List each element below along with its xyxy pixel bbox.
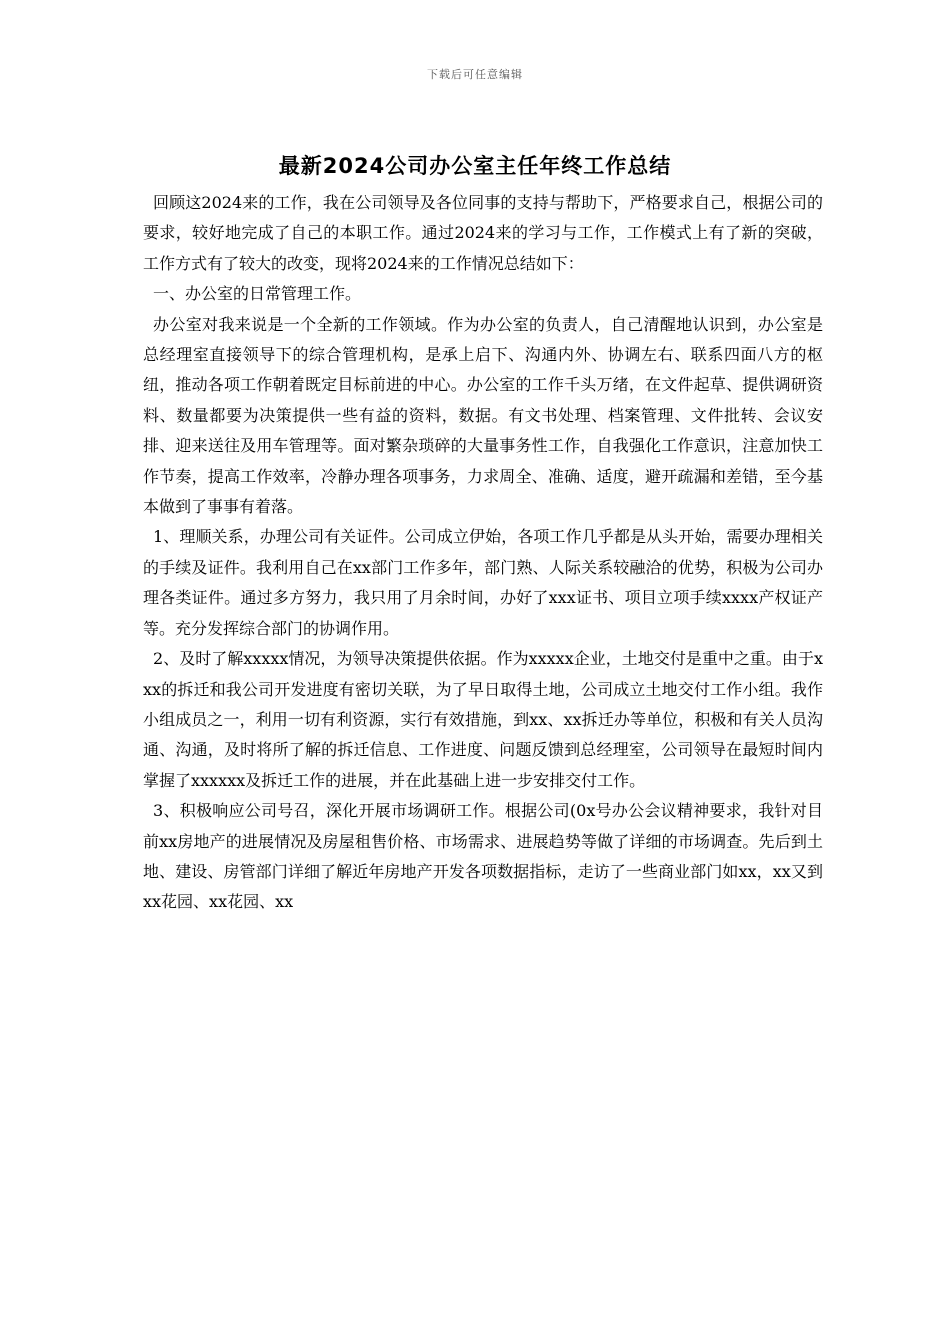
paragraph-item-1: 1、理顺关系，办理公司有关证件。公司成立伊始，各项工作几乎都是从头开始，需要办理相关的手续及证件。我利用自己在xx部门工作多年，部门熟、人际关系较融洽的优势，积极为公司办理各类证件。通过多方努力，我只用了月余时间，办好了xxx证书、项目立项手续xxxx产权证产等。充分发挥综合部门的协调作用。 <box>143 527 823 638</box>
paragraph-item-2: 2、及时了解xxxxx情况，为领导决策提供依据。作为xxxxx企业，土地交付是重中之重。由于xxx的拆迁和我公司开发进度有密切关联，为了早日取得土地，公司成立土地交付工作小组。我作小组成员之一，利用一切有利资源，实行有效措施，到xx、xx拆迁办等单位，积极和有关人员沟通、沟通，及时将所了解的拆迁信息、工作进度、问题反馈到总经理室，公司领导在最短时间内掌握了xxxxxx及拆迁工作的进展，并在此基础上进一步安排交付工作。 <box>143 649 823 790</box>
paragraph-item-3: 3、积极响应公司号召，深化开展市场调研工作。根据公司(0x号办公会议精神要求，我针对目前xx房地产的进展情况及房屋租售价格、市场需求、进展趋势等做了详细的市场调查。先后到土地、建设、房管部门详细了解近年房地产开发各项数据指标，走访了一些商业部门如xx，xx又到xx花园、xx花园、xx <box>143 801 823 912</box>
section-heading-1: 一、办公室的日常管理工作。 <box>153 284 362 304</box>
paragraph-office-overview: 办公室对我来说是一个全新的工作领域。作为办公室的负责人，自己清醒地认识到，办公室是总经理室直接领导下的综合管理机构，是承上启下、沟通内外、协调左右、联系四面八方的枢纽，推动各项工作朝着既定目标前进的中心。办公室的工作千头万绪，在文件起草、提供调研资料、数量都要为决策提供一些有益的资料，数据。有文书处理、档案管理、文件批转、会议安排、迎来送往及用车管理等。面对繁杂琐碎的大量事务性工作，自我强化工作意识，注意加快工作节奏，提高工作效率，冷静办理各项事务，力求周全、准确、适度，避开疏漏和差错，至今基本做到了事事有着落。 <box>143 314 823 517</box>
document-title: 最新2024公司办公室主任年终工作总结 <box>278 154 672 178</box>
paragraph-intro: 回顾这2024来的工作，我在公司领导及各位同事的支持与帮助下，严格要求自己，根据公司的要求，较好地完成了自己的本职工作。通过2024来的学习与工作，工作模式上有了新的突破，工作方式有了较大的改变，现将2024来的工作情况总结如下： <box>143 193 823 273</box>
header-note: 下载后可任意编辑 <box>427 68 523 81</box>
document-body <box>143 188 823 918</box>
